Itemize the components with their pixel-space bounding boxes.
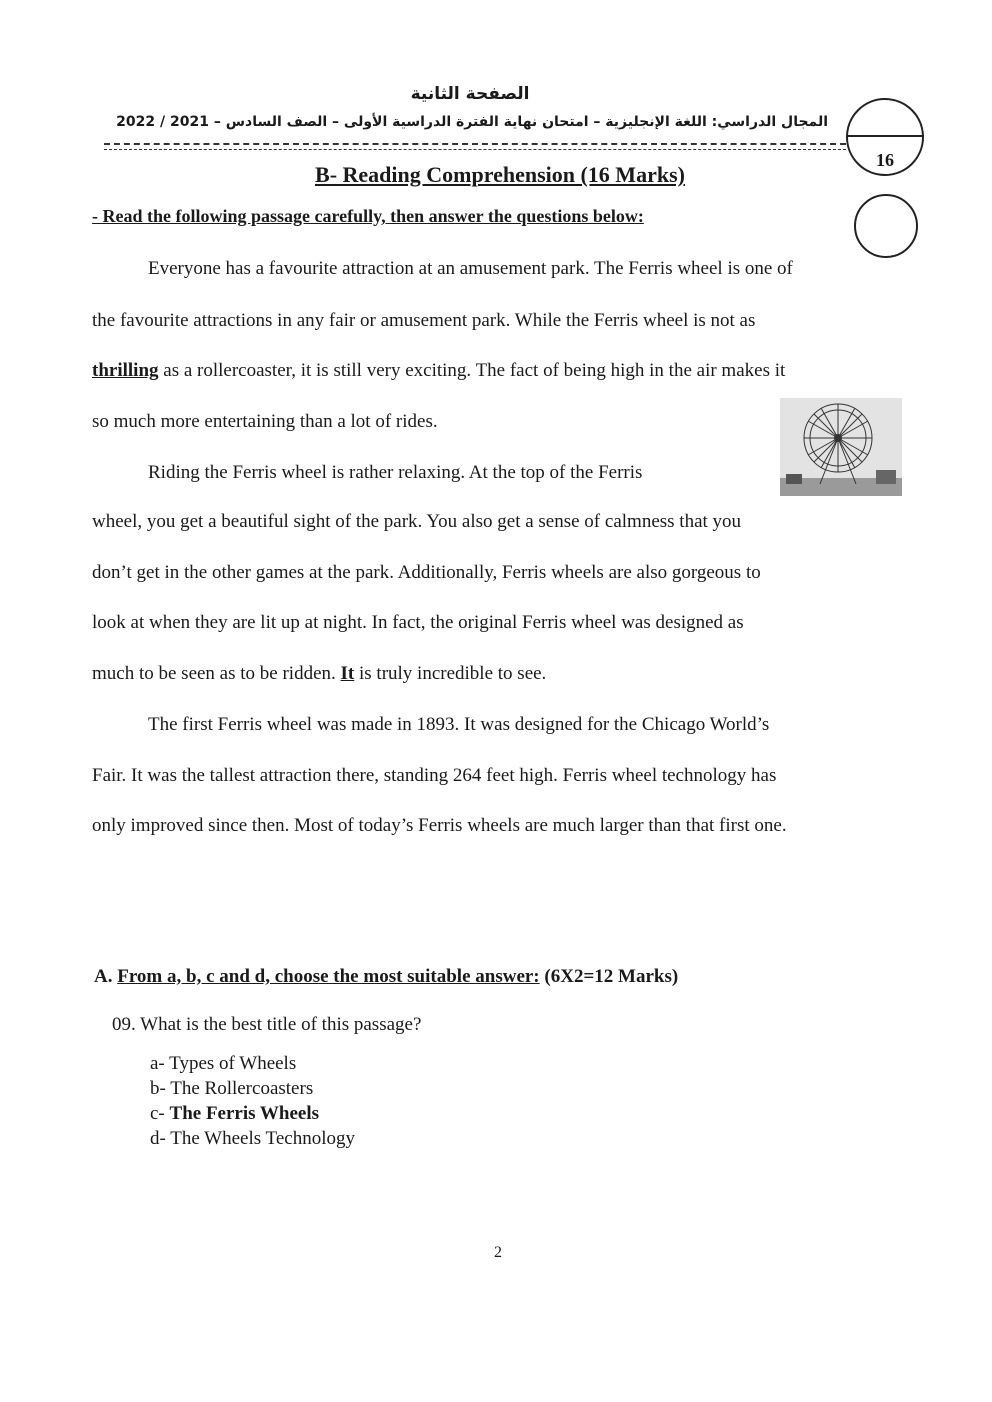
passage-line: the favourite attractions in any fair or amusement park. While the Ferris wheel is not as (92, 310, 756, 331)
header-divider (104, 143, 846, 145)
section-instruction: - Read the following passage carefully, then answer the questions below: (92, 206, 644, 226)
questions-heading: A. From a, b, c and d, choose the most suitable answer: (6X2=12 Marks) (94, 966, 679, 987)
passage-line: don’t get in the other games at the park. Additionally, Ferris wheels are also gorgeous to (92, 562, 761, 583)
passage-line: Riding the Ferris wheel is rather relaxing. At the top of the Ferris (148, 462, 643, 483)
vocab-thrilling: thrilling (92, 360, 159, 381)
total-marks: 16 (876, 150, 894, 170)
page-number: 2 (494, 1244, 502, 1261)
passage-line: wheel, you get a beautiful sight of the park. You also get a sense of calmness that you (92, 511, 742, 532)
option-a: a- Types of Wheels (150, 1053, 297, 1074)
passage-line: The first Ferris wheel was made in 1893. It was designed for the Chicago World’s (148, 714, 770, 735)
passage-line: thrilling as a rollercoaster, it is still very exciting. The fact of being high in the air makes it (92, 360, 786, 381)
passage-line: Fair. It was the tallest attraction there, standing 264 feet high. Ferris wheel technology has (92, 765, 777, 786)
header-divider-2 (104, 149, 846, 150)
question-09: 09. What is the best title of this passage? (112, 1014, 422, 1035)
ferris-wheel-image (780, 398, 902, 496)
passage-line: look at when they are lit up at night. In fact, the original Ferris wheel was designed as (92, 612, 744, 633)
option-b: b- The Rollercoasters (150, 1078, 314, 1099)
arabic-exam-subtitle: المجال الدراسي: اللغة الإنجليزية – امتحان نهاية الفترة الدراسية الأولى – الصف السادس – 2021 / 2022 (116, 114, 828, 130)
reference-it: It (340, 663, 355, 684)
passage-line: so much more entertaining than a lot of rides. (92, 411, 438, 432)
passage-line: only improved since then. Most of today’s Ferris wheels are much larger than that first one. (92, 815, 787, 836)
arabic-page-title: الصفحة الثانية (410, 84, 530, 104)
passage-line: much to be seen as to be ridden. It is truly incredible to see. (92, 663, 547, 684)
option-d: d- The Wheels Technology (150, 1128, 355, 1149)
student-mark-circle (854, 194, 918, 258)
passage-line: Everyone has a favourite attraction at an amusement park. The Ferris wheel is one of (148, 258, 793, 279)
section-title: B- Reading Comprehension (16 Marks) (315, 162, 685, 187)
option-c: c- The Ferris Wheels (150, 1103, 320, 1124)
score-circle-divider (846, 135, 924, 137)
